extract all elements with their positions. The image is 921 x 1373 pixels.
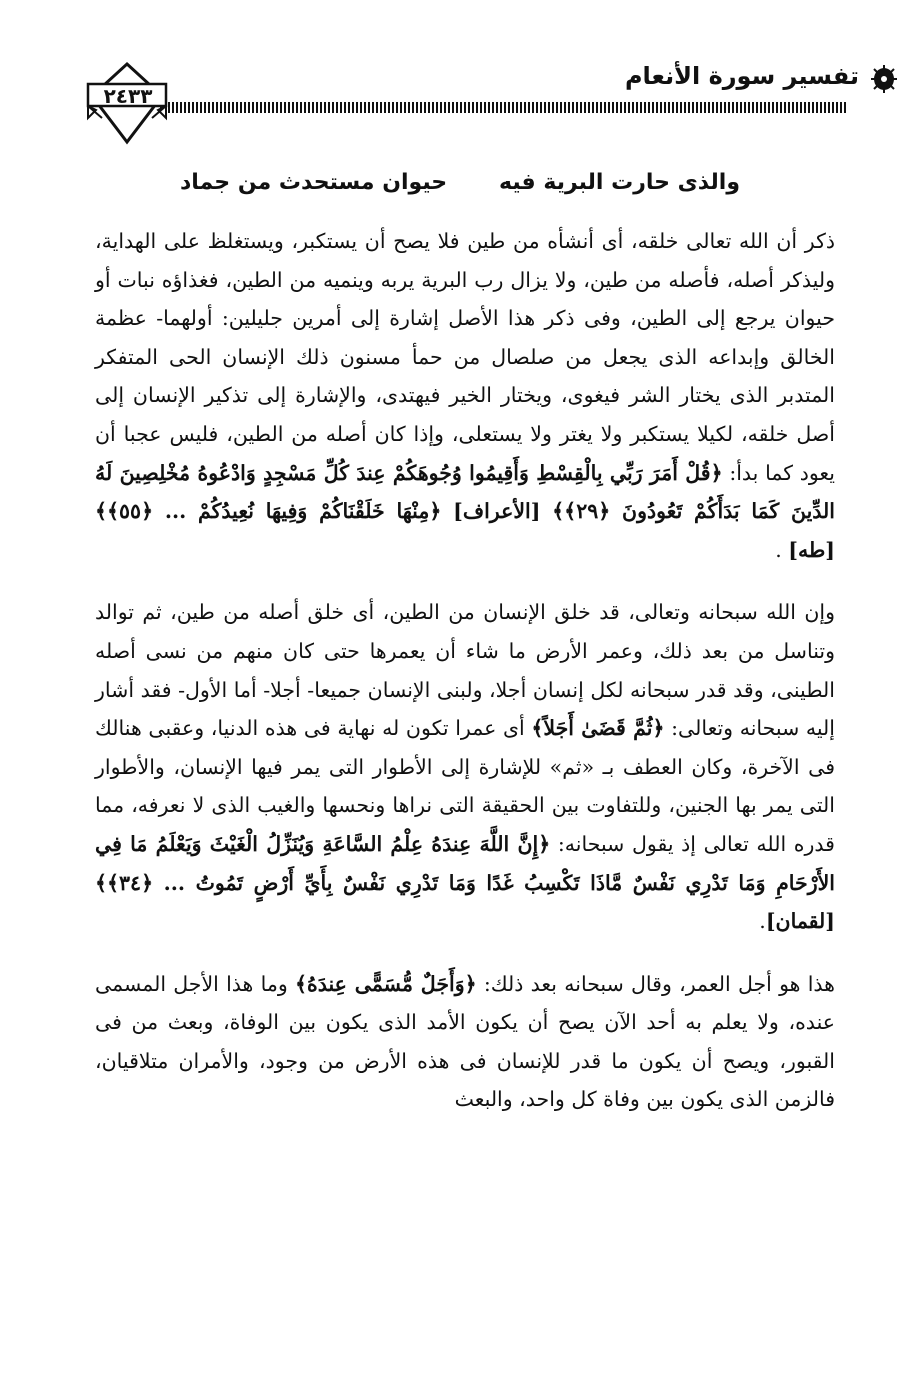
text-run: ذكر أن الله تعالى خلقه، أى أنشأه من طين فلا يصح أن يستكبر، ويستغلظ على الهداية، وليذكر أصله، فأصله من طين، ولا يزال رب البرية يربه وينميه من الطين، فغذاؤه نبات أو حيوان يرجع إلى الطين، وفى ذكر هذا الأصل إشارة إلى أمرين جليلين: أولهما- عظمة الخالق وإبداعه الذى يجعل من صلصال من حمأ مسنون ذلك الإنسان الحى المتفكر المتدبر الذى يختار الشر فيغوى، ويختار الخير فيهتدى، والإشارة إلى تذكير الإنسان إلى أصل خلقه، لكيلا يستكبر ولا يغتر ولا يستعلى، وإذا كان أصله من الطين، فليس عجبا أن يعود كما بدأ: xyxy=(95,229,836,485)
header-divider xyxy=(160,102,846,113)
quran-verse: ﴿إِنَّ اللَّهَ عِندَهُ عِلْمُ السَّاعَةِ وَيُنَزِّلُ الْغَيْثَ وَيَعْلَمُ مَا فِي الأَرْحَامِ وَمَا تَدْرِي نَفْسٌ مَّاذَا تَكْسِبُ غَدًا وَمَا تَدْرِي نَفْسٌ بِأَيِّ أَرْضٍ تَمُوتُ ... ﴿٣٤﴾﴾ [لقمان] xyxy=(95,831,835,934)
text-run: . xyxy=(775,537,789,562)
body-text xyxy=(95,222,835,1119)
section-heading-left: حيوان مستحدث من جماد xyxy=(180,170,448,195)
text-run: وإن الله سبحانه وتعالى، قد خلق الإنسان من الطين، أى خلق أصله من طين، ثم توالد وتناسل من بعد ذلك، وعمر الأرض ما شاء أن يعمرها حتى كان منهم من نسى أصله الطينى، وقد قدر سبحانه لكل إنسان أجلا، ولبنى الإنسان جميعا- أجلا- أما الأول- فقد أشار إليه سبحانه وتعالى: xyxy=(95,600,835,741)
paragraph xyxy=(95,593,835,940)
quran-verse: ﴿وَأَجَلٌ مُّسَمًّى عِندَهُ﴾ xyxy=(294,971,477,996)
page-number: ٢٤٣٣ xyxy=(103,84,153,108)
running-header-title: تفسير سورة الأنعام xyxy=(624,62,859,90)
paragraph xyxy=(95,965,835,1119)
text-run: وما هذا الأجل المسمى عنده، ولا يعلم به أحد الآن يصح أن يكون الأمد الذى يكون بين الوفاة، وبعث من فى القبور، ويصح أن يكون ما قدر للإنسان فى هذه الأرض من وجود، والأمران متلاقيان، فالزمن الذى يكون بين وفاة كل واحد، والبعث xyxy=(95,971,835,1112)
text-run: هذا هو أجل العمر، وقال سبحانه بعد ذلك: xyxy=(476,971,835,996)
flower-ornament-icon xyxy=(869,65,899,93)
paragraph xyxy=(95,222,835,569)
section-heading-right: والذى حارت البرية فيه xyxy=(498,170,740,195)
quran-verse: ﴿ثُمَّ قَضَىٰ أَجَلاً﴾ xyxy=(531,716,665,741)
section-heading xyxy=(180,170,740,195)
quran-verse: ﴿قُلْ أَمَرَ رَبِّي بِالْقِسْطِ وَأَقِيمُوا وُجُوهَكُمْ عِندَ كُلِّ مَسْجِدٍ وَادْعُوهُ مُخْلِصِينَ لَهُ الدِّينَ كَمَا بَدَأَكُمْ تَعُودُونَ ﴿٢٩﴾﴾ [الأعراف] ﴿مِنْهَا خَلَقْنَاكُمْ وَفِيهَا نُعِيدُكُمْ ... ﴿٥٥﴾﴾ [طه] xyxy=(95,460,836,562)
text-run: . xyxy=(759,909,766,934)
text-run: أى عمرا تكون له نهاية فى هذه الدنيا، وعقبى هنالك فى الآخرة، وكان العطف بـ «ثم» للإشارة إلى الأطوار التى يمر فيها الإنسان، والأطوار التى يمر بها الجنين، وللتفاوت بين الحقيقة التى نراها ونحسها والغيب الذى لا نعرفه، مما قدره الله تعالى إذ يقول سبحانه: xyxy=(95,716,835,856)
